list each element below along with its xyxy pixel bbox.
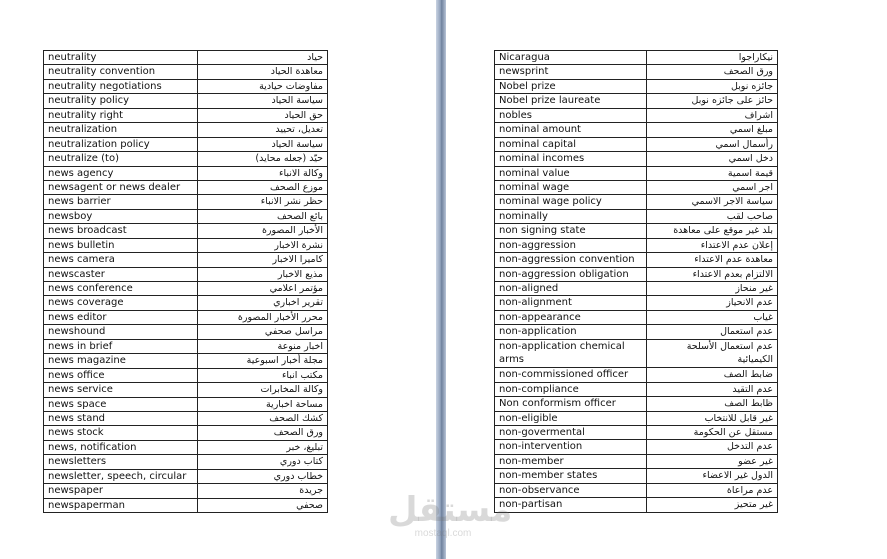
arabic-translation: صحفي: [198, 498, 328, 512]
arabic-translation: تقرير اخباري: [198, 296, 328, 310]
glossary-row: [495, 426, 778, 440]
arabic-translation: ورق الصحف: [647, 65, 778, 79]
arabic-translation: معاهدة عدم الاعتداء: [647, 253, 778, 267]
glossary-row: [495, 282, 778, 296]
english-term: neutralization: [44, 123, 198, 137]
glossary-row: [495, 397, 778, 411]
glossary-row: [495, 195, 778, 209]
arabic-translation: وكالة المخابرات: [198, 383, 328, 397]
arabic-translation: تعديل، تحييد: [198, 123, 328, 137]
arabic-translation: ورق الصحف: [198, 426, 328, 440]
english-term: non-govermental: [495, 426, 647, 440]
arabic-translation: جريدة: [198, 484, 328, 498]
glossary-row: [495, 79, 778, 93]
english-term: news bulletin: [44, 238, 198, 252]
glossary-row: [44, 455, 328, 469]
arabic-translation: جائزه نوبل: [647, 79, 778, 93]
glossary-row: [495, 253, 778, 267]
glossary-row: [495, 411, 778, 425]
arabic-translation: كاميرا الاخبار: [198, 253, 328, 267]
english-term: non-application chemical arms: [495, 339, 647, 368]
arabic-translation: صاحب لقب: [647, 209, 778, 223]
glossary-row: [495, 51, 778, 65]
arabic-translation: مؤتمر اعلامي: [198, 282, 328, 296]
glossary-row: [44, 253, 328, 267]
arabic-translation: اخبار منوعة: [198, 339, 328, 353]
glossary-row: [44, 137, 328, 151]
english-term: newsagent or news dealer: [44, 180, 198, 194]
english-term: non-appearance: [495, 310, 647, 324]
glossary-row: [44, 267, 328, 281]
arabic-translation: دخل اسمي: [647, 152, 778, 166]
glossary-row: [495, 180, 778, 194]
glossary-row: [44, 339, 328, 353]
english-term: non-partisan: [495, 498, 647, 512]
glossary-row: [44, 469, 328, 483]
glossary-row: [44, 440, 328, 454]
arabic-translation: عدم التقيد: [647, 382, 778, 396]
arabic-translation: رأسمال اسمي: [647, 137, 778, 151]
arabic-translation: موزع الصحف: [198, 180, 328, 194]
glossary-row: [44, 397, 328, 411]
arabic-translation: بلد غير موقع على معاهدة: [647, 224, 778, 238]
english-term: news conference: [44, 282, 198, 296]
arabic-translation: اشراف: [647, 108, 778, 122]
glossary-row: [44, 79, 328, 93]
glossary-row: [44, 411, 328, 425]
english-term: news service: [44, 383, 198, 397]
arabic-translation: مساحة اخبارية: [198, 397, 328, 411]
arabic-translation: سياسة الحياد: [198, 94, 328, 108]
english-term: newshound: [44, 325, 198, 339]
glossary-row: [495, 382, 778, 396]
glossary-row: [44, 195, 328, 209]
arabic-translation: تبليغ، خبر: [198, 440, 328, 454]
right-page: [446, 0, 887, 559]
glossary-row: [495, 224, 778, 238]
glossary-row: [44, 296, 328, 310]
english-term: news broadcast: [44, 224, 198, 238]
arabic-translation: مراسل صحفي: [198, 325, 328, 339]
english-term: neutralization policy: [44, 137, 198, 151]
english-term: Nobel prize: [495, 79, 647, 93]
glossary-row: [44, 94, 328, 108]
arabic-translation: كتاب دوري: [198, 455, 328, 469]
english-term: neutralize (to): [44, 152, 198, 166]
arabic-translation: محرر الأخبار المصورة: [198, 310, 328, 324]
english-term: non-member: [495, 454, 647, 468]
english-term: news space: [44, 397, 198, 411]
english-term: non-aligned: [495, 282, 647, 296]
glossary-row: [44, 108, 328, 122]
arabic-translation: ظابط الصف: [647, 397, 778, 411]
english-term: news editor: [44, 310, 198, 324]
arabic-translation: ضابط الصف: [647, 368, 778, 382]
english-term: non-alignment: [495, 296, 647, 310]
arabic-translation: عدم استعمال الأسلحة الكيميائية: [647, 339, 778, 368]
glossary-row: [495, 339, 778, 368]
glossary-row: [495, 152, 778, 166]
arabic-translation: كشك الصحف: [198, 411, 328, 425]
english-term: neutrality negotiations: [44, 79, 198, 93]
arabic-translation: عدم الانحياز: [647, 296, 778, 310]
glossary-row: [44, 166, 328, 180]
arabic-translation: معاهدة الحياد: [198, 65, 328, 79]
glossary-row: [44, 282, 328, 296]
arabic-translation: غير عضو: [647, 454, 778, 468]
arabic-translation: مفاوضات حيادية: [198, 79, 328, 93]
english-term: newsboy: [44, 209, 198, 223]
glossary-row: [44, 180, 328, 194]
glossary-row: [44, 498, 328, 512]
english-term: non-compliance: [495, 382, 647, 396]
glossary-row: [44, 224, 328, 238]
arabic-translation: مكتب انباء: [198, 368, 328, 382]
arabic-translation: نيكاراجوا: [647, 51, 778, 65]
english-term: neutrality convention: [44, 65, 198, 79]
glossary-row: [495, 469, 778, 483]
glossary-row: [44, 426, 328, 440]
english-term: news stock: [44, 426, 198, 440]
watermark-url: mostaql.com: [414, 528, 472, 539]
glossary-row: [495, 483, 778, 497]
glossary-row: [495, 498, 778, 512]
english-term: nominal value: [495, 166, 647, 180]
english-term: nobles: [495, 108, 647, 122]
glossary-row: [495, 108, 778, 122]
arabic-translation: غياب: [647, 310, 778, 324]
arabic-translation: قيمة اسمية: [647, 166, 778, 180]
english-term: news barrier: [44, 195, 198, 209]
arabic-translation: مبلغ اسمي: [647, 123, 778, 137]
english-term: news magazine: [44, 354, 198, 368]
english-term: news office: [44, 368, 198, 382]
english-term: non-eligible: [495, 411, 647, 425]
english-term: non-member states: [495, 469, 647, 483]
glossary-row: [495, 123, 778, 137]
glossary-row: [44, 51, 328, 65]
glossary-row: [44, 484, 328, 498]
arabic-translation: نشرة الاخبار: [198, 238, 328, 252]
arabic-translation: غير منحاز: [647, 282, 778, 296]
english-term: non-commissioned officer: [495, 368, 647, 382]
arabic-translation: غير قابل للانتخاب: [647, 411, 778, 425]
english-term: non-application: [495, 325, 647, 339]
english-term: Nobel prize laureate: [495, 94, 647, 108]
arabic-translation: حظر نشر الانباء: [198, 195, 328, 209]
arabic-translation: حائز على جائزه نوبل: [647, 94, 778, 108]
glossary-row: [495, 440, 778, 454]
glossary-row: [44, 368, 328, 382]
glossary-row: [495, 296, 778, 310]
english-term: nominal amount: [495, 123, 647, 137]
english-term: nominal wage: [495, 180, 647, 194]
english-term: news camera: [44, 253, 198, 267]
left-glossary-table: [43, 50, 328, 513]
glossary-row: [495, 94, 778, 108]
english-term: newspaperman: [44, 498, 198, 512]
arabic-translation: عدم مراعاة: [647, 483, 778, 497]
glossary-row: [495, 368, 778, 382]
english-term: newsprint: [495, 65, 647, 79]
english-term: news in brief: [44, 339, 198, 353]
glossary-row: [44, 209, 328, 223]
english-term: nominally: [495, 209, 647, 223]
arabic-translation: بائع الصحف: [198, 209, 328, 223]
arabic-translation: الالتزام بعدم الاعتداء: [647, 267, 778, 281]
glossary-row: [44, 354, 328, 368]
glossary-row: [495, 238, 778, 252]
english-term: Nicaragua: [495, 51, 647, 65]
english-term: neutrality policy: [44, 94, 198, 108]
glossary-row: [44, 310, 328, 324]
english-term: non-aggression convention: [495, 253, 647, 267]
english-term: non-observance: [495, 483, 647, 497]
arabic-translation: اجر اسمي: [647, 180, 778, 194]
glossary-row: [495, 454, 778, 468]
page-divider: [436, 0, 446, 559]
english-term: newspaper: [44, 484, 198, 498]
watermark-logo: مستقل: [388, 490, 513, 530]
arabic-translation: سياسة الاجر الاسمي: [647, 195, 778, 209]
english-term: non signing state: [495, 224, 647, 238]
arabic-translation: إعلان عدم الاعتداء: [647, 238, 778, 252]
glossary-row: [44, 325, 328, 339]
glossary-row: [495, 137, 778, 151]
arabic-translation: سياسة الحياد: [198, 137, 328, 151]
english-term: nominal wage policy: [495, 195, 647, 209]
arabic-translation: وكالة الانباء: [198, 166, 328, 180]
glossary-row: [495, 310, 778, 324]
arabic-translation: الدول غير الاعضاء: [647, 469, 778, 483]
english-term: newscaster: [44, 267, 198, 281]
english-term: neutrality right: [44, 108, 198, 122]
arabic-translation: حياد: [198, 51, 328, 65]
arabic-translation: مجلة أخبار اسبوعية: [198, 354, 328, 368]
right-glossary-table: [494, 50, 778, 513]
glossary-row: [44, 123, 328, 137]
english-term: Non conformism officer: [495, 397, 647, 411]
english-term: news, notification: [44, 440, 198, 454]
english-term: neutrality: [44, 51, 198, 65]
arabic-translation: عدم التدخل: [647, 440, 778, 454]
arabic-translation: حق الحياد: [198, 108, 328, 122]
english-term: news coverage: [44, 296, 198, 310]
left-page: [0, 0, 436, 559]
arabic-translation: خطاب دوري: [198, 469, 328, 483]
arabic-translation: مستقل عن الحكومة: [647, 426, 778, 440]
english-term: non-intervention: [495, 440, 647, 454]
english-term: nominal incomes: [495, 152, 647, 166]
glossary-row: [44, 383, 328, 397]
english-term: newsletters: [44, 455, 198, 469]
english-term: non-aggression obligation: [495, 267, 647, 281]
glossary-row: [44, 238, 328, 252]
glossary-row: [44, 152, 328, 166]
english-term: non-aggression: [495, 238, 647, 252]
arabic-translation: مذيع الاخبار: [198, 267, 328, 281]
glossary-row: [495, 267, 778, 281]
english-term: nominal capital: [495, 137, 647, 151]
arabic-translation: الأخبار المصورة: [198, 224, 328, 238]
arabic-translation: حيّد (جعله محايد): [198, 152, 328, 166]
glossary-row: [495, 166, 778, 180]
glossary-row: [495, 325, 778, 339]
glossary-row: [495, 209, 778, 223]
glossary-row: [495, 65, 778, 79]
english-term: news agency: [44, 166, 198, 180]
english-term: news stand: [44, 411, 198, 425]
glossary-row: [44, 65, 328, 79]
arabic-translation: غير متحيز: [647, 498, 778, 512]
arabic-translation: عدم استعمال: [647, 325, 778, 339]
english-term: newsletter, speech, circular: [44, 469, 198, 483]
